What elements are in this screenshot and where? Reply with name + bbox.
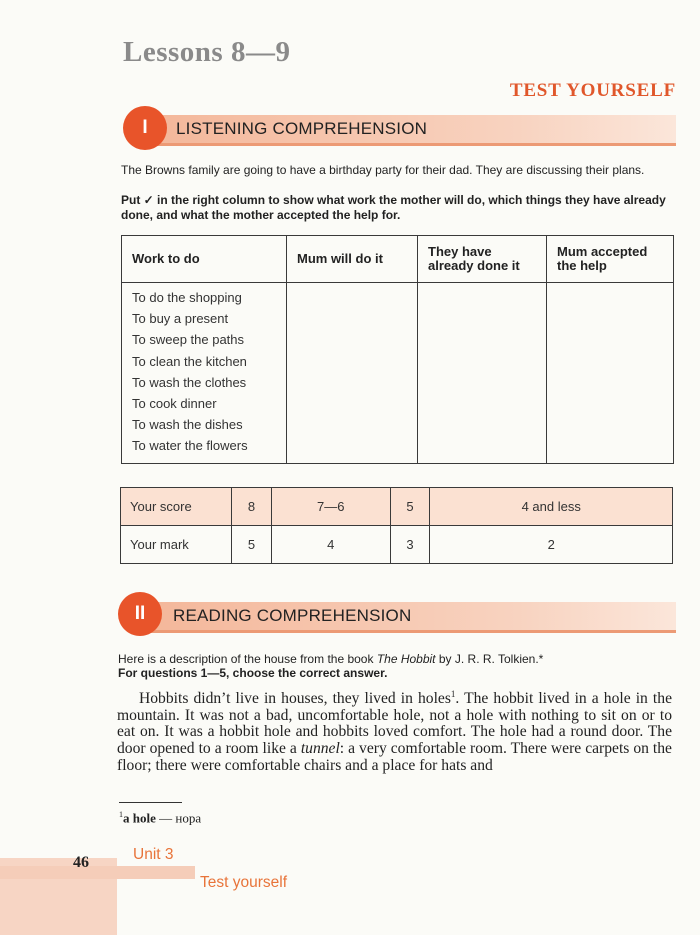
section-2-underline xyxy=(150,630,676,633)
footnote-ref: 1 xyxy=(450,689,456,699)
list-item: To do the shopping xyxy=(132,290,242,305)
list-item: To cook dinner xyxy=(132,396,217,412)
page-number: 46 xyxy=(73,854,89,871)
mark-cell: 4 xyxy=(271,526,390,564)
header-work-to-do: Work to do xyxy=(122,236,287,283)
footnote xyxy=(119,810,201,826)
passage-italic: tunnel xyxy=(300,739,340,757)
unit-label: Unit 3 xyxy=(133,846,174,863)
score-table xyxy=(120,487,673,564)
passage-text: . The hobbit lived in a hole in the mountain. It was not a bad, uncomfortable hole, not a hole with nothing to sit on or to eat on. It was a hobbit hole and hobbits loved comfort. The hole had a round door. The door opened to a room like a xyxy=(117,690,672,757)
section-2-instruction: For questions 1—5, choose the correct answer. xyxy=(118,666,388,680)
list-item: To water the flowers xyxy=(132,438,248,454)
mum-will-do-cell[interactable] xyxy=(287,283,418,464)
score-cell: 5 xyxy=(390,488,430,526)
score-cell: 4 and less xyxy=(430,488,673,526)
list-item: To clean the kitchen xyxy=(132,353,247,369)
book-title: The Hobbit xyxy=(376,652,436,666)
section-1-underline xyxy=(150,143,676,146)
footnote-number: 1 xyxy=(119,810,123,819)
footnote-term: a hole xyxy=(123,810,156,826)
section-1-number-badge: I xyxy=(123,106,167,150)
mark-row xyxy=(121,526,673,564)
section-1-title: LISTENING COMPREHENSION xyxy=(176,119,428,138)
footer-strip xyxy=(0,866,195,879)
passage-text: : a very comfortable room. There were carpets on the floor; there were comfortable chairs and a place for hats and xyxy=(117,739,672,774)
work-table-body-row xyxy=(122,283,674,464)
list-item: To wash the dishes xyxy=(132,417,243,433)
reading-passage xyxy=(117,686,672,774)
list-item: To wash the clothes xyxy=(132,374,247,390)
section-1-intro: The Browns family are going to have a birthday party for their dad. They are discussing their plans. xyxy=(121,163,645,177)
work-list xyxy=(122,283,286,457)
header-already-done: They have already done it xyxy=(418,236,547,283)
work-table xyxy=(121,235,674,464)
header-mum-accepted-help: Mum accepted the help xyxy=(547,236,674,283)
mark-cell: 5 xyxy=(232,526,272,564)
work-list-cell xyxy=(122,283,287,464)
footer-subtitle: Test yourself xyxy=(200,874,288,891)
header-mum-will-do-it: Mum will do it xyxy=(287,236,418,283)
intro-author: by J. R. R. Tolkien.* xyxy=(435,652,544,666)
score-cell: 8 xyxy=(232,488,272,526)
accepted-help-cell[interactable] xyxy=(547,283,674,464)
section-1-instruction: Put ✓ in the right column to show what work the mother will do, which things they have already done, and what the mother accepted the help for. xyxy=(121,193,666,222)
list-item: To sweep the paths xyxy=(132,332,245,348)
intro-text: Here is a description of the house from the book xyxy=(118,652,377,666)
score-cell: 7—6 xyxy=(271,488,390,526)
passage-text: Hobbits didn’t live in houses, they lived in holes xyxy=(139,690,451,708)
score-label: Your score xyxy=(121,488,232,526)
list-item: To buy a present xyxy=(132,311,229,327)
section-2-title: READING COMPREHENSION xyxy=(173,606,412,625)
footnote-divider xyxy=(119,802,182,803)
work-table-header-row xyxy=(122,236,674,283)
mark-label: Your mark xyxy=(121,526,232,564)
already-done-cell[interactable] xyxy=(418,283,547,464)
test-yourself-heading: TEST YOURSELF xyxy=(509,80,676,101)
lesson-title: Lessons 8—9 xyxy=(123,36,291,68)
footnote-translation: — нора xyxy=(155,810,202,826)
mark-cell: 2 xyxy=(430,526,673,564)
score-row xyxy=(121,488,673,526)
mark-cell: 3 xyxy=(390,526,430,564)
section-2-number-badge: II xyxy=(118,592,162,636)
section-2-intro xyxy=(118,652,688,666)
